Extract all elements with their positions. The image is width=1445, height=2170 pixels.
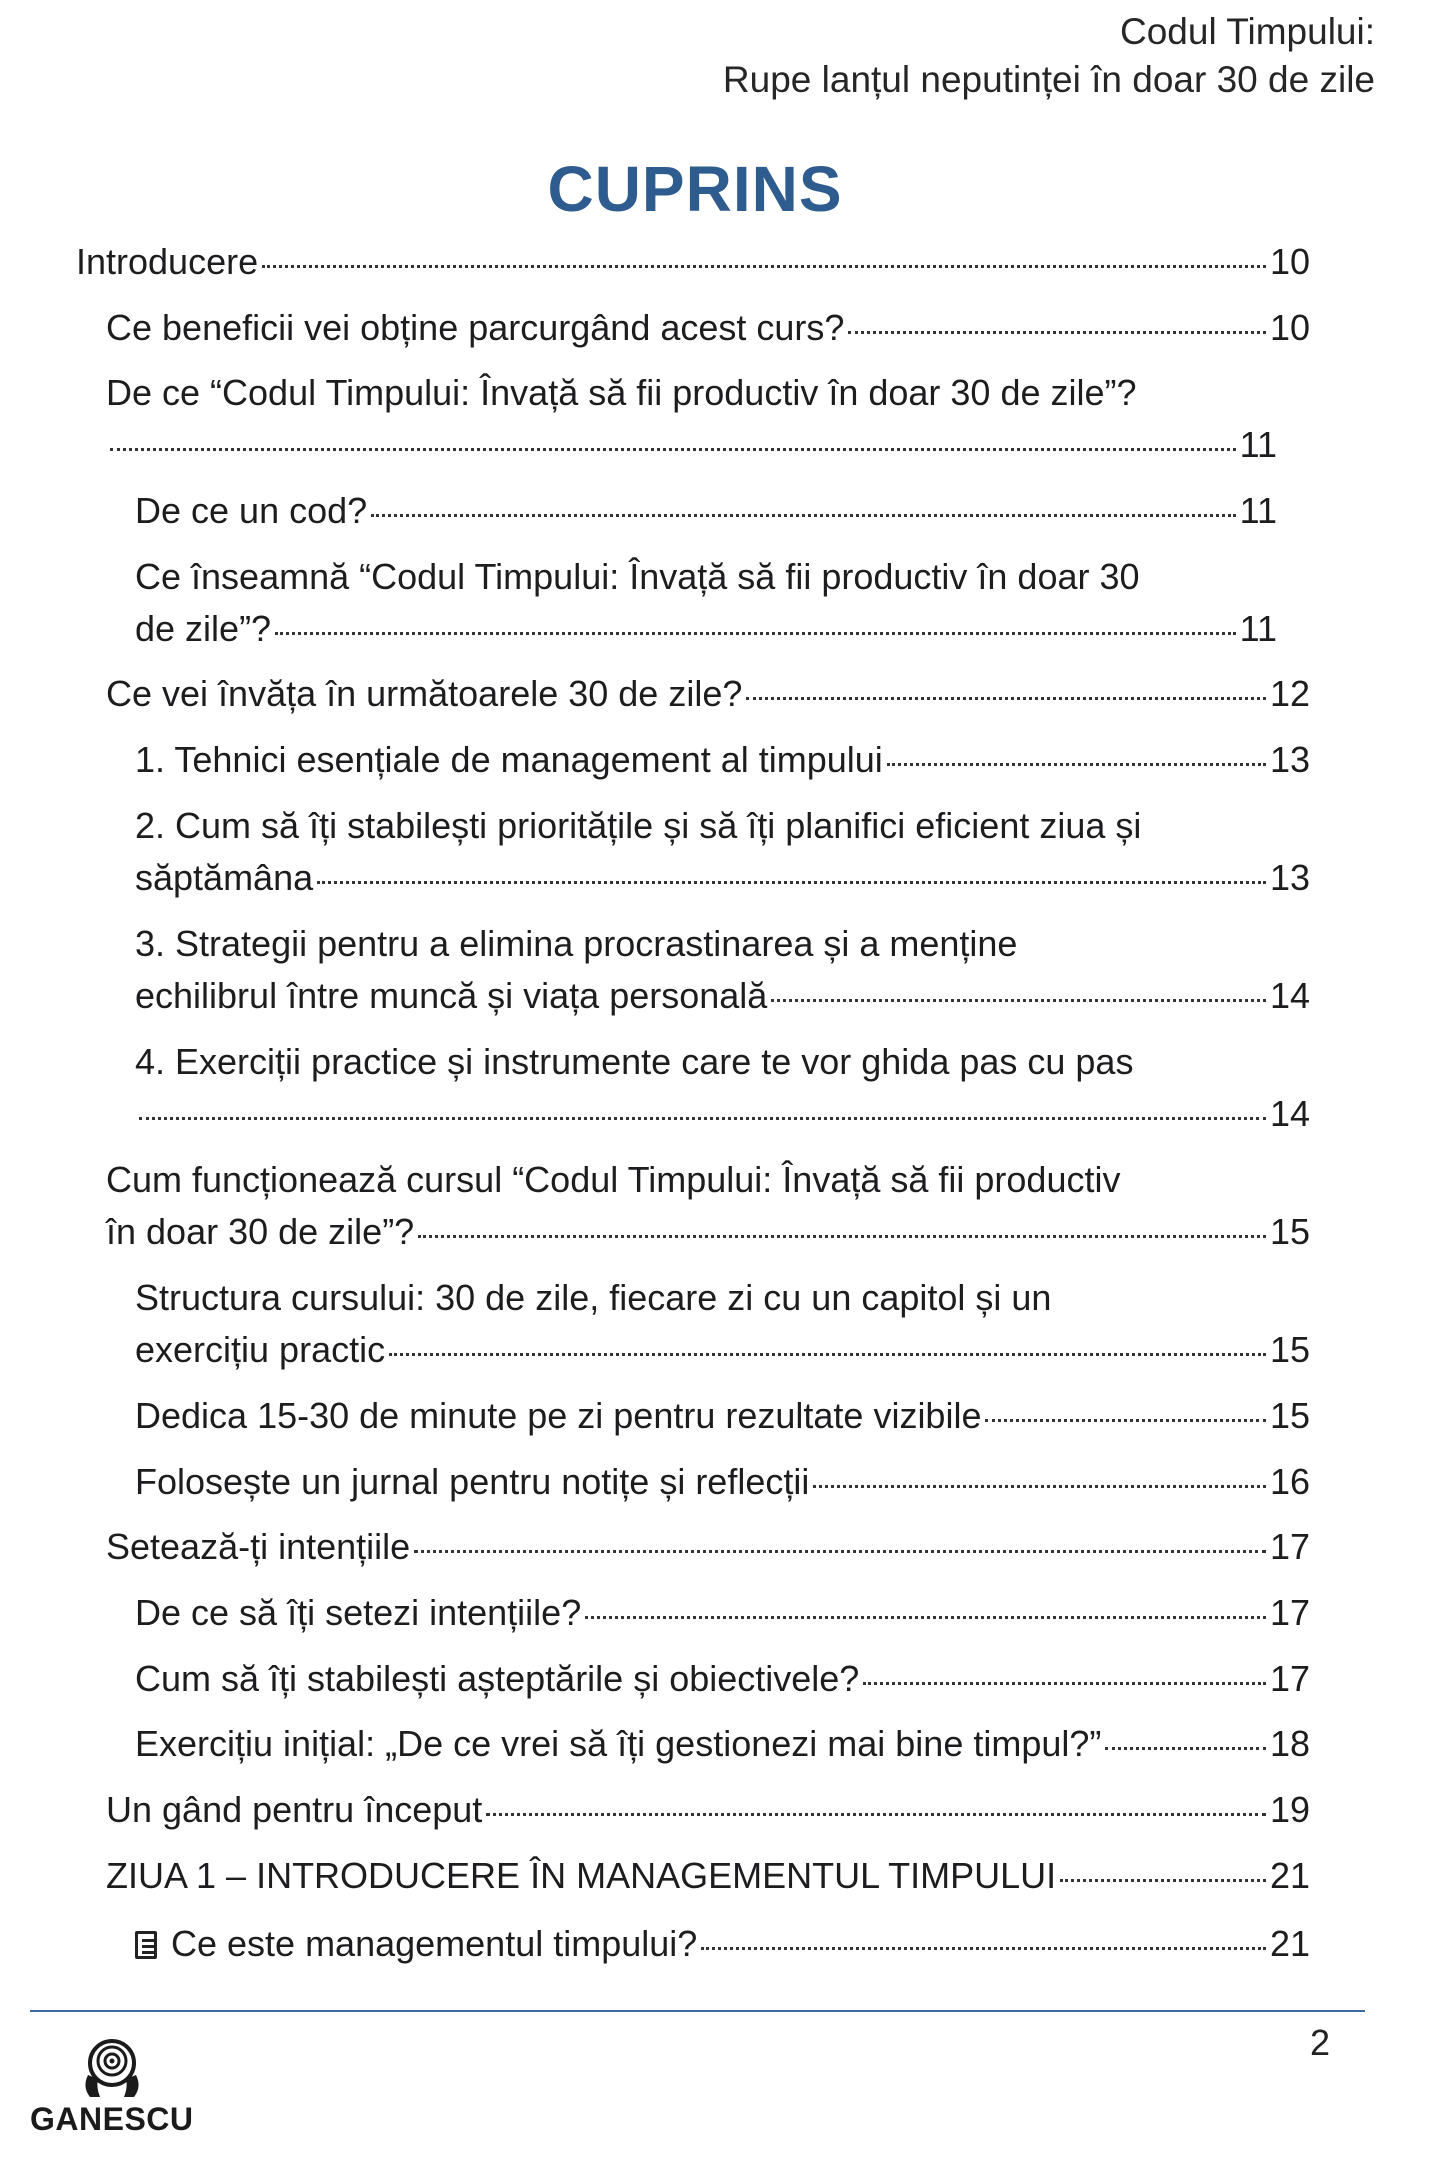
toc-entry-text: Setează-ți intențiile	[106, 1526, 411, 1567]
toc-entry-text: De ce să îți setezi intențiile?	[135, 1592, 582, 1633]
toc-entry[interactable]	[135, 1456, 1310, 1508]
header-line-1: Codul Timpului:	[1119, 11, 1375, 52]
toc-entry-text: Exercițiu inițial: „De ce vrei să îți gestionezi mai bine timpul?”	[135, 1723, 1102, 1764]
toc-entry[interactable]	[135, 1272, 1310, 1376]
dot-leader	[275, 632, 1236, 635]
toc-entry[interactable]	[106, 668, 1310, 720]
dot-leader	[317, 881, 1266, 884]
toc-entry-text: De ce un cod?	[135, 490, 368, 531]
toc-entry[interactable]	[135, 1718, 1310, 1770]
toc-entry[interactable]	[135, 918, 1310, 1022]
toc-entry-text: săptămâna	[135, 857, 314, 898]
dot-leader	[418, 1235, 1266, 1238]
toc-page-number: 10	[1269, 241, 1310, 282]
toc-page-number: 10	[1269, 307, 1310, 348]
toc-entry[interactable]	[106, 1521, 1310, 1573]
running-header	[723, 8, 1375, 104]
toc-page-number: 17	[1269, 1592, 1310, 1633]
toc-entry-text: Structura cursului: 30 de zile, fiecare zi cu un capitol și un	[135, 1277, 1052, 1318]
toc-entry-text: Ce este managementul timpului?	[171, 1923, 698, 1964]
toc-entry-text: în doar 30 de zile”?	[106, 1211, 415, 1252]
toc-entry[interactable]	[135, 734, 1310, 786]
toc-entry[interactable]	[106, 1784, 1310, 1836]
dot-leader	[985, 1419, 1265, 1422]
dot-leader	[389, 1353, 1266, 1356]
toc-page-number: 19	[1269, 1789, 1310, 1830]
toc-entry-text: 2. Cum să îți stabilești prioritățile și să îți planifici eficient ziua și	[135, 805, 1142, 846]
toc-entry[interactable]	[135, 800, 1310, 904]
toc-entry-text: 3. Strategii pentru a elimina procrastinarea și a menține	[135, 923, 1018, 964]
toc-page-number: 17	[1269, 1658, 1310, 1699]
toc-entry-text: 4. Exerciții practice și instrumente care te vor ghida pas cu pas	[135, 1041, 1134, 1082]
toc-page-number: 13	[1269, 739, 1310, 780]
toc-entry[interactable]	[106, 1850, 1310, 1902]
toc-entry[interactable]	[106, 1154, 1310, 1258]
toc-entry[interactable]	[135, 1653, 1310, 1705]
dot-leader	[1060, 1879, 1266, 1882]
dot-leader	[863, 1682, 1266, 1685]
toc-page-number: 11	[1239, 490, 1277, 531]
toc-page-number: 21	[1269, 1855, 1310, 1896]
toc-entry-text: Ce vei învăța în următoarele 30 de zile?	[106, 673, 743, 714]
page-title: CUPRINS	[547, 153, 843, 225]
toc-entry-text: De ce “Codul Timpului: Învață să fii productiv în doar 30 de zile”?	[106, 372, 1137, 413]
footer-rule	[30, 2010, 1365, 2012]
toc-entry[interactable]	[76, 236, 1310, 288]
toc-entry-text: Cum funcționează cursul “Codul Timpului: Învață să fii productiv	[106, 1159, 1121, 1200]
dot-leader	[139, 1117, 1266, 1120]
toc-entry-text: Un gând pentru început	[106, 1789, 483, 1830]
toc-page-number: 14	[1269, 975, 1310, 1016]
toc-page-number: 15	[1269, 1395, 1310, 1436]
toc-entry-text: echilibrul între muncă și viața personală	[135, 975, 768, 1016]
toc-page-number: 14	[1269, 1093, 1310, 1134]
toc-page-number: 15	[1269, 1329, 1310, 1370]
toc-entry[interactable]	[135, 1390, 1310, 1442]
toc-entry[interactable]	[135, 551, 1277, 655]
dot-leader	[701, 1947, 1266, 1950]
header-line-2: Rupe lanțul neputinței în doar 30 de zile	[722, 59, 1375, 100]
toc-entry-text: ZIUA 1 – INTRODUCERE ÎN MANAGEMENTUL TIMPULUI	[106, 1855, 1057, 1896]
toc-entry-text: Folosește un jurnal pentru notițe și reflecții	[135, 1461, 810, 1502]
toc-entry[interactable]	[135, 485, 1277, 537]
toc-entry-text: Ce beneficii vei obține parcurgând acest curs?	[106, 307, 845, 348]
document-icon	[135, 1931, 157, 1959]
toc-entry-text: de zile”?	[135, 608, 272, 649]
toc-entry[interactable]	[135, 1036, 1310, 1140]
toc-entry[interactable]	[106, 302, 1310, 354]
toc-page-number: 16	[1269, 1461, 1310, 1502]
dot-leader	[887, 763, 1266, 766]
toc-page-number: 11	[1239, 424, 1277, 465]
toc-entry-text: Cum să îți stabilești așteptările și obiectivele?	[135, 1658, 860, 1699]
toc-entry[interactable]	[106, 367, 1277, 471]
dot-leader	[813, 1485, 1266, 1488]
dot-leader	[262, 265, 1266, 268]
dot-leader	[585, 1616, 1266, 1619]
toc-entry-text: Dedica 15-30 de minute pe zi pentru rezultate vizibile	[135, 1395, 982, 1436]
dot-leader	[414, 1550, 1266, 1553]
toc-entry-text: Ce înseamnă “Codul Timpului: Învață să fii productiv în doar 30	[135, 556, 1140, 597]
logo-head-icon	[78, 2035, 146, 2101]
toc-entry-text: 1. Tehnici esențiale de management al timpului	[135, 739, 883, 780]
toc-entry-text: Introducere	[76, 241, 259, 282]
toc-page-number: 18	[1269, 1723, 1310, 1764]
dot-leader	[848, 331, 1266, 334]
toc-page-number: 21	[1269, 1923, 1310, 1964]
dot-leader	[1105, 1747, 1266, 1750]
dot-leader	[371, 514, 1235, 517]
dot-leader	[486, 1813, 1266, 1816]
logo-text: GANESCU	[30, 2101, 194, 2137]
dot-leader	[110, 448, 1236, 451]
dot-leader	[746, 697, 1266, 700]
toc-page-number: 11	[1239, 608, 1277, 649]
page-number: 2	[1309, 2022, 1330, 2063]
dot-leader	[771, 999, 1266, 1002]
toc-entry-text: exercițiu practic	[135, 1329, 386, 1370]
toc-entry[interactable]	[135, 1587, 1310, 1639]
toc-page-number: 17	[1269, 1526, 1310, 1567]
toc-entry[interactable]	[135, 1918, 1310, 1970]
toc-page-number: 12	[1269, 673, 1310, 714]
toc-page-number: 13	[1269, 857, 1310, 898]
toc-page-number: 15	[1269, 1211, 1310, 1252]
